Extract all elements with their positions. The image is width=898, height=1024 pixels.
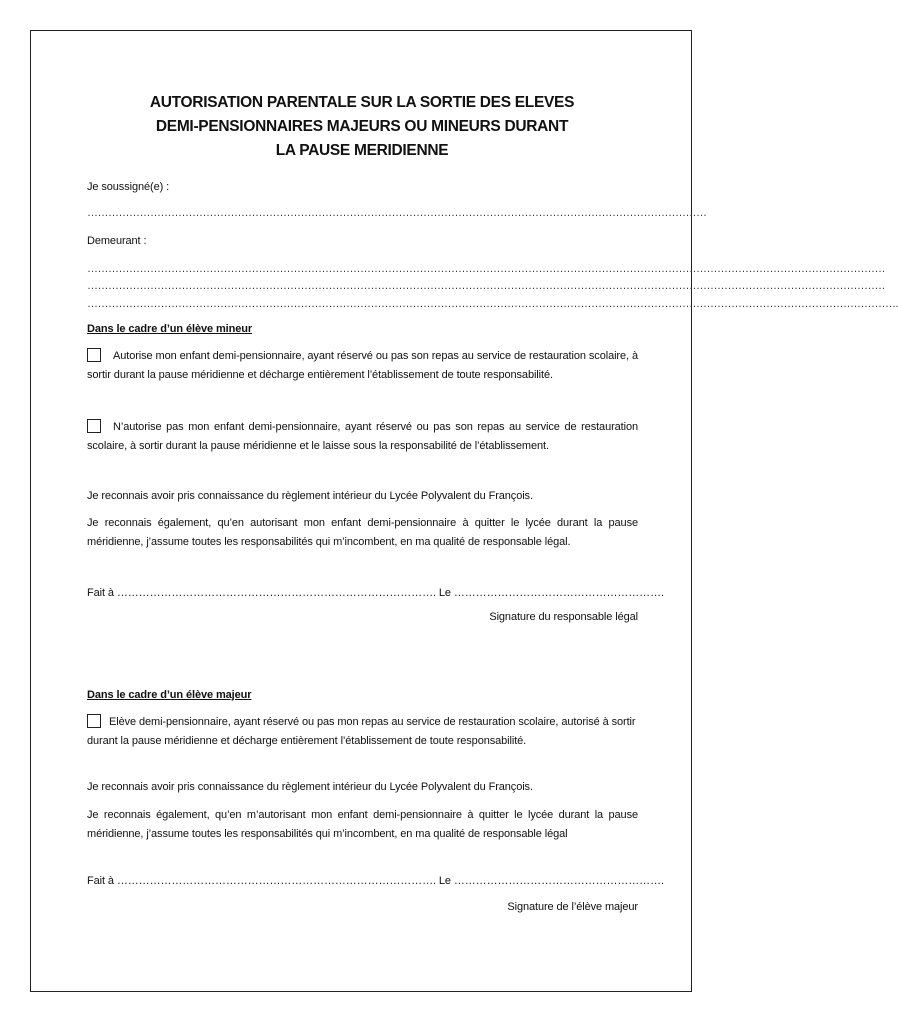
soussigne-field[interactable]: …………………………………………………………………………………………………………………………………………………………… xyxy=(87,207,707,219)
checkbox-autorise-mineur[interactable] xyxy=(87,348,101,362)
checkbox-refuse-mineur[interactable] xyxy=(87,419,101,433)
option-refuse-mineur-text: N’autorise pas mon enfant demi-pensionnaire, ayant réservé ou pas son repas au service de restauration scolaire, à sortir durant la pause méridienne et le laisse sous la responsabilité de l’établissement. xyxy=(87,421,638,452)
soussigne-label: Je soussigné(e) : xyxy=(87,181,170,193)
option-autorise-mineur-text: Autorise mon enfant demi-pensionnaire, ayant réservé ou pas son repas au service de restauration scolaire, à sortir durant la pause méridienne et décharge entièrement l’établissement de toute responsabilité. xyxy=(87,350,638,381)
address-field-2[interactable]: ………………………………………………………………………………………………………………………………………………………………………………………………………… xyxy=(87,280,885,292)
section-heading-mineur: Dans le cadre d’un élève mineur xyxy=(87,323,253,335)
reglement-majeur: Je reconnais avoir pris connaissance du règlement intérieur du Lycée Polyvalent du François. xyxy=(87,781,533,793)
address-field-3[interactable]: ……………………………………………………………………………………………………………………………………………………………………………………………………………. xyxy=(87,298,898,310)
title-line-2: DEMI-PENSIONNAIRES MAJEURS OU MINEURS DURANT xyxy=(155,118,569,135)
address-field-1[interactable]: ………………………………………………………………………………………………………………………………………………………………………………………………………… xyxy=(87,263,885,275)
fait-a-mineur[interactable]: Fait à ……………………………………………………………………………. Le …………………………………………………. xyxy=(87,587,664,599)
option-refuse-mineur xyxy=(87,418,638,455)
document-title xyxy=(60,91,664,163)
title-line-3: LA PAUSE MERIDIENNE xyxy=(275,142,449,159)
option-autorise-mineur xyxy=(87,347,638,384)
page-border xyxy=(30,30,898,992)
reglement-mineur: Je reconnais avoir pris connaissance du règlement intérieur du Lycée Polyvalent du François. xyxy=(87,490,533,502)
fait-a-majeur[interactable]: Fait à ……………………………………………………………………………. Le …………………………………………………. xyxy=(87,875,664,887)
signature-label-mineur: Signature du responsable légal xyxy=(489,611,638,623)
title-line-1: AUTORISATION PARENTALE SUR LA SORTIE DES ELEVES xyxy=(149,94,575,111)
signature-label-majeur: Signature de l’élève majeur xyxy=(507,901,638,913)
responsabilite-mineur: Je reconnais également, qu’en autorisant mon enfant demi-pensionnaire à quitter le lycée durant la pause méridienne, j’assume toutes les responsabilités qui m’incombent, en ma qualité de responsable légal. xyxy=(87,517,638,548)
demeurant-label: Demeurant : xyxy=(87,235,147,247)
option-autorise-majeur xyxy=(87,713,638,750)
option-autorise-majeur-text: Elève demi-pensionnaire, ayant réservé ou pas mon repas au service de restauration scolaire, autorisé à sortir durant la pause méridienne et décharge entièrement l’établissement de toute responsabilité. xyxy=(87,716,636,747)
responsabilite-majeur: Je reconnais également, qu’en m’autorisant mon enfant demi-pensionnaire à quitter le lycée durant la pause méridienne, j’assume toutes les responsabilités qui m’incombent, en ma qualité de responsable légal xyxy=(87,809,638,840)
checkbox-autorise-majeur[interactable] xyxy=(87,714,101,728)
section-heading-majeur: Dans le cadre d’un élève majeur xyxy=(87,689,252,701)
